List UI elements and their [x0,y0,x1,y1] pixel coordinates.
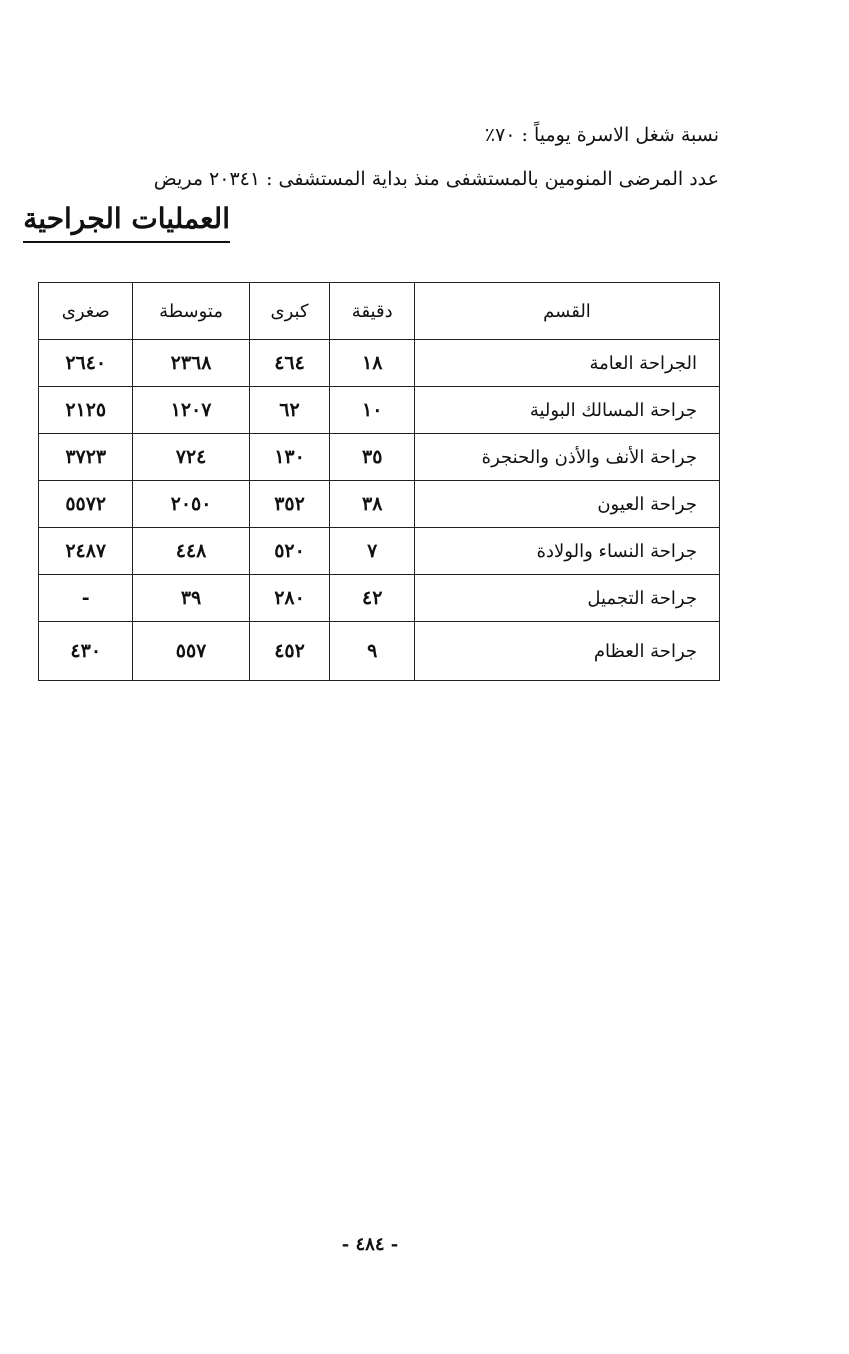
cell-precise: ٧ [330,528,415,575]
table-row [39,622,720,681]
cell-precise: ١٠ [330,387,415,434]
cell-medium: ٢٠٥٠ [133,481,249,528]
header-major: كبرى [249,283,330,340]
table-header-row [39,283,720,340]
cell-medium: ١٢٠٧ [133,387,249,434]
cell-precise: ٩ [330,622,415,681]
cell-minor: ٢٦٤٠ [39,340,133,387]
table-row [39,340,720,387]
cell-department: جراحة النساء والولادة [415,528,720,575]
header-medium: متوسطة [133,283,249,340]
cell-department: جراحة المسالك البولية [415,387,720,434]
table-row [39,387,720,434]
section-title: العمليات الجراحية [23,202,230,243]
cell-department: الجراحة العامة [415,340,720,387]
header-minor: صغرى [39,283,133,340]
surgeries-table [38,282,720,681]
cell-major: ٤٦٤ [249,340,330,387]
cell-major: ٢٨٠ [249,575,330,622]
cell-precise: ١٨ [330,340,415,387]
cell-minor: ٢٤٨٧ [39,528,133,575]
cell-minor: ٤٣٠ [39,622,133,681]
cell-major: ١٣٠ [249,434,330,481]
cell-major: ٥٢٠ [249,528,330,575]
cell-major: ٣٥٢ [249,481,330,528]
table-row [39,528,720,575]
cell-medium: ٤٤٨ [133,528,249,575]
page-number: - ٤٨٤ - [341,1234,399,1255]
cell-department: جراحة العظام [415,622,720,681]
table-row [39,434,720,481]
cell-minor: ٥٥٧٢ [39,481,133,528]
occupancy-rate-line: نسبة شغل الاسرة يومياً : ٧٠٪ [484,124,719,146]
cell-precise: ٣٨ [330,481,415,528]
cell-medium: ٥٥٧ [133,622,249,681]
cell-minor: ٣٧٢٣ [39,434,133,481]
cell-minor: - [39,575,133,622]
cell-minor: ٢١٢٥ [39,387,133,434]
cell-major: ٦٢ [249,387,330,434]
cell-precise: ٤٢ [330,575,415,622]
cell-precise: ٣٥ [330,434,415,481]
cell-department: جراحة العيون [415,481,720,528]
header-department: القسم [415,283,720,340]
inpatient-count-line: عدد المرضى المنومين بالمستشفى منذ بداية المستشفى : ٢٠٣٤١ مريض [153,168,719,190]
cell-medium: ٢٣٦٨ [133,340,249,387]
cell-department: جراحة الأنف والأذن والحنجرة [415,434,720,481]
table-row [39,481,720,528]
cell-major: ٤٥٢ [249,622,330,681]
header-precise: دقيقة [330,283,415,340]
cell-medium: ٧٢٤ [133,434,249,481]
cell-medium: ٣٩ [133,575,249,622]
cell-department: جراحة التجميل [415,575,720,622]
table-row [39,575,720,622]
